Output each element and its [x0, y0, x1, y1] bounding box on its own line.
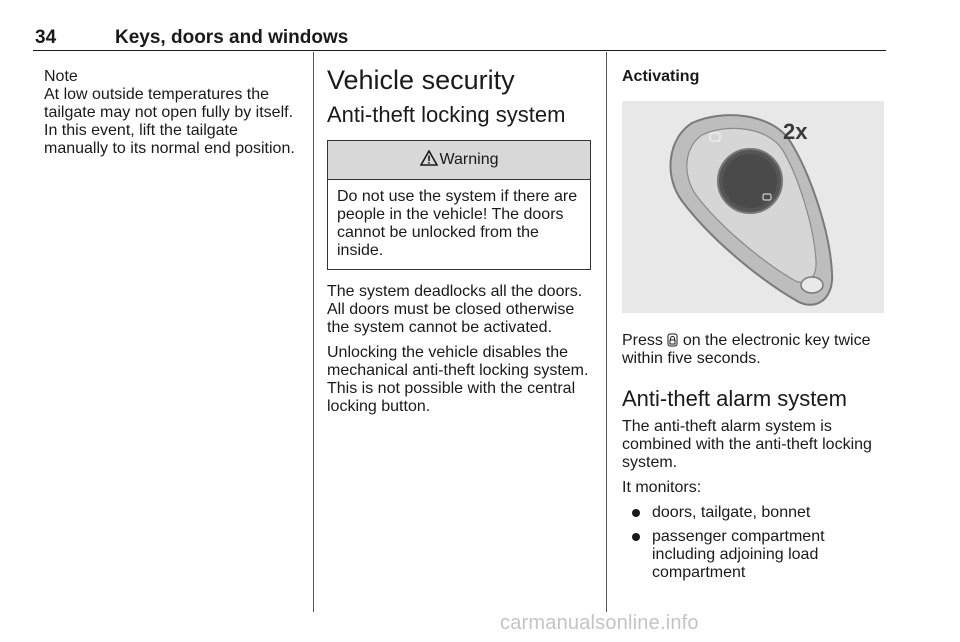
bullet-icon	[632, 509, 640, 517]
warning-text: Do not use the system if there are people in the vehicle! The doors cannot be unlocked from the inside.	[337, 188, 578, 259]
bullet-icon	[632, 533, 640, 541]
activating-title: Activating	[622, 68, 700, 85]
list-item	[622, 528, 886, 582]
chapter-title: Keys, doors and windows	[115, 27, 349, 48]
alarm-title: Anti-theft alarm system	[622, 386, 847, 411]
monitors-label: It monitors:	[622, 479, 702, 496]
alarm-text: The anti-theft alarm system is combined with the anti-theft locking system.	[622, 418, 872, 471]
column-divider	[313, 52, 314, 612]
subsection-title: Anti-theft locking system	[327, 102, 566, 127]
key-fob-figure	[622, 101, 884, 313]
watermark: carmanualsonline.info	[500, 612, 699, 634]
column-left	[44, 68, 306, 158]
column-right	[622, 68, 886, 588]
warning-box	[327, 140, 591, 270]
warning-header	[328, 141, 590, 180]
column-middle	[327, 64, 595, 423]
warning-label: Warning	[439, 151, 499, 168]
lock-icon	[667, 333, 678, 347]
section-title: Vehicle security	[327, 65, 515, 95]
press-instruction	[622, 332, 886, 368]
list-item-text: doors, tailgate, bonnet	[652, 504, 811, 521]
note-text: At low outside temperatures the tailgate may not open fully by itself. In this event, lift the tailgate manually to its normal end position.	[44, 86, 295, 157]
paragraph: The system deadlocks all the doors. All doors must be closed otherwise the system cannot be activated.	[327, 283, 583, 336]
press-text-before: Press	[622, 332, 663, 349]
figure-label: 2x	[783, 119, 808, 144]
warning-triangle-icon	[420, 143, 438, 159]
paragraph: Unlocking the vehicle disables the mechanical anti-theft locking system. This is not possible with the central locking button.	[327, 344, 589, 415]
page-number: 34	[35, 27, 57, 48]
press-text-after: on the electronic key twice within five seconds.	[622, 332, 871, 367]
column-divider	[606, 52, 607, 612]
list-item-text: passenger compartment including adjoining load compartment	[652, 528, 825, 581]
page-header	[33, 26, 886, 51]
key-fob-illustration	[622, 101, 884, 313]
list-item	[622, 504, 886, 522]
monitor-list	[622, 504, 886, 582]
note-title: Note	[44, 68, 78, 85]
